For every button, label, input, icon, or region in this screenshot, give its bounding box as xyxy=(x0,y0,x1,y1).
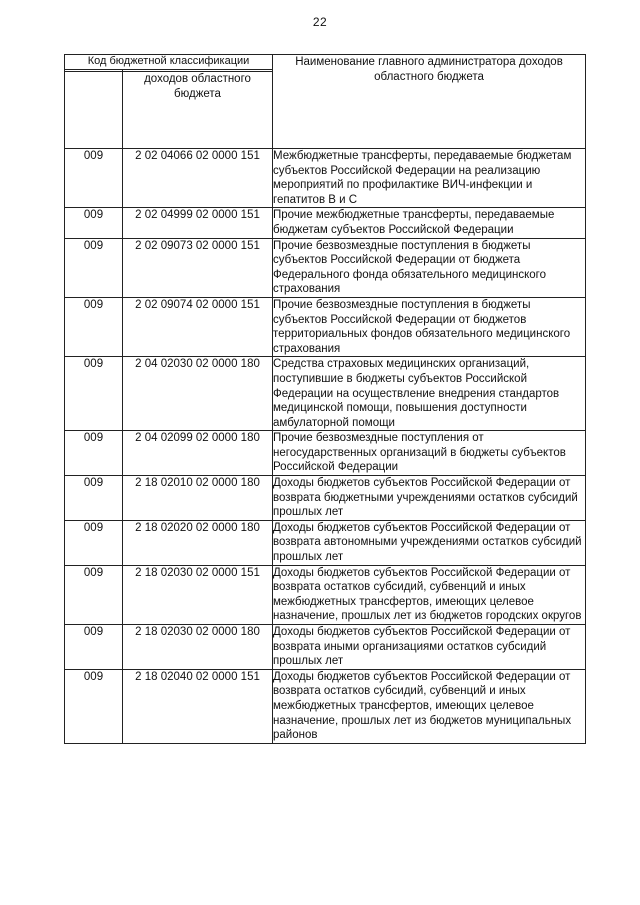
table-row xyxy=(65,669,586,743)
admin-code-cell: 009 xyxy=(65,625,123,670)
admin-code-cell: 009 xyxy=(65,669,123,743)
budget-classification-table xyxy=(64,54,586,744)
table-row xyxy=(65,297,586,356)
revenue-name-cell: Доходы бюджетов субъектов Российской Федерации от возврата остатков субсидий, субвенций и иных межбюджетных трансфертов, имеющих целевое назначение, прошлых лет из бюджетов городских округов xyxy=(273,565,586,624)
revenue-name-cell: Доходы бюджетов субъектов Российской Федерации от возврата иными организациями остатков субсидий прошлых лет xyxy=(273,625,586,670)
admin-code-cell: 009 xyxy=(65,149,123,208)
budget-code-cell: 2 18 02020 02 0000 180 xyxy=(123,520,273,565)
revenue-name-cell: Прочие безвозмездные поступления от негосударственных организаций в бюджеты субъектов Российской Федерации xyxy=(273,431,586,476)
budget-code-cell: 2 02 04066 02 0000 151 xyxy=(123,149,273,208)
revenue-name-cell: Прочие безвозмездные поступления в бюджеты субъектов Российской Федерации от бюджета Федерального фонда обязательного медицинского страхования xyxy=(273,238,586,297)
header-admin-column-body xyxy=(65,72,123,149)
table-row xyxy=(65,208,586,238)
budget-code-cell: 2 04 02030 02 0000 180 xyxy=(123,357,273,431)
table-row xyxy=(65,476,586,521)
budget-code-cell: 2 02 09074 02 0000 151 xyxy=(123,297,273,356)
budget-code-cell: 2 18 02030 02 0000 180 xyxy=(123,625,273,670)
header-administrator-name: Наименование главного администратора доходов областного бюджета xyxy=(273,55,586,149)
admin-code-cell: 009 xyxy=(65,520,123,565)
budget-code-cell: 2 18 02010 02 0000 180 xyxy=(123,476,273,521)
budget-code-cell: 2 04 02099 02 0000 180 xyxy=(123,431,273,476)
admin-code-cell: 009 xyxy=(65,431,123,476)
budget-code-cell: 2 18 02030 02 0000 151 xyxy=(123,565,273,624)
revenue-name-cell: Доходы бюджетов субъектов Российской Федерации от возврата остатков субсидий, субвенций и иных межбюджетных трансфертов, имеющих целевое назначение, прошлых лет из бюджетов муниципальных районов xyxy=(273,669,586,743)
revenue-name-cell: Прочие межбюджетные трансферты, передаваемые бюджетам субъектов Российской Федерации xyxy=(273,208,586,238)
budget-code-cell: 2 18 02040 02 0000 151 xyxy=(123,669,273,743)
table-row xyxy=(65,625,586,670)
table-row xyxy=(65,357,586,431)
budget-code-cell: 2 02 04999 02 0000 151 xyxy=(123,208,273,238)
admin-code-cell: 009 xyxy=(65,357,123,431)
admin-code-cell: 009 xyxy=(65,476,123,521)
admin-code-cell: 009 xyxy=(65,208,123,238)
page-number: 22 xyxy=(312,15,328,29)
admin-code-cell: 009 xyxy=(65,565,123,624)
revenue-name-cell: Прочие безвозмездные поступления в бюджеты субъектов Российской Федерации от бюджетов территориальных фондов обязательного медицинского страхования xyxy=(273,297,586,356)
header-regional-income: доходов областного бюджета xyxy=(123,72,273,149)
revenue-name-cell: Доходы бюджетов субъектов Российской Федерации от возврата автономными учреждениями остатков субсидий прошлых лет xyxy=(273,520,586,565)
header-budget-classification-code: Код бюджетной классификации xyxy=(65,55,273,70)
table-row xyxy=(65,238,586,297)
budget-code-cell: 2 02 09073 02 0000 151 xyxy=(123,238,273,297)
revenue-name-cell: Средства страховых медицинских организаций, поступившие в бюджеты субъектов Российской Федерации на осуществление внедрения стандартов медицинской помощи, повышения доступности амбулаторной помощи xyxy=(273,357,586,431)
revenue-name-cell: Межбюджетные трансферты, передаваемые бюджетам субъектов Российской Федерации на реализацию мероприятий по профилактике ВИЧ-инфекции и гепатитов В и С xyxy=(273,149,586,208)
revenue-name-cell: Доходы бюджетов субъектов Российской Федерации от возврата бюджетными учреждениями остатков субсидий прошлых лет xyxy=(273,476,586,521)
table-row xyxy=(65,520,586,565)
table-row xyxy=(65,565,586,624)
admin-code-cell: 009 xyxy=(65,297,123,356)
table-row xyxy=(65,431,586,476)
admin-code-cell: 009 xyxy=(65,238,123,297)
table-row xyxy=(65,149,586,208)
